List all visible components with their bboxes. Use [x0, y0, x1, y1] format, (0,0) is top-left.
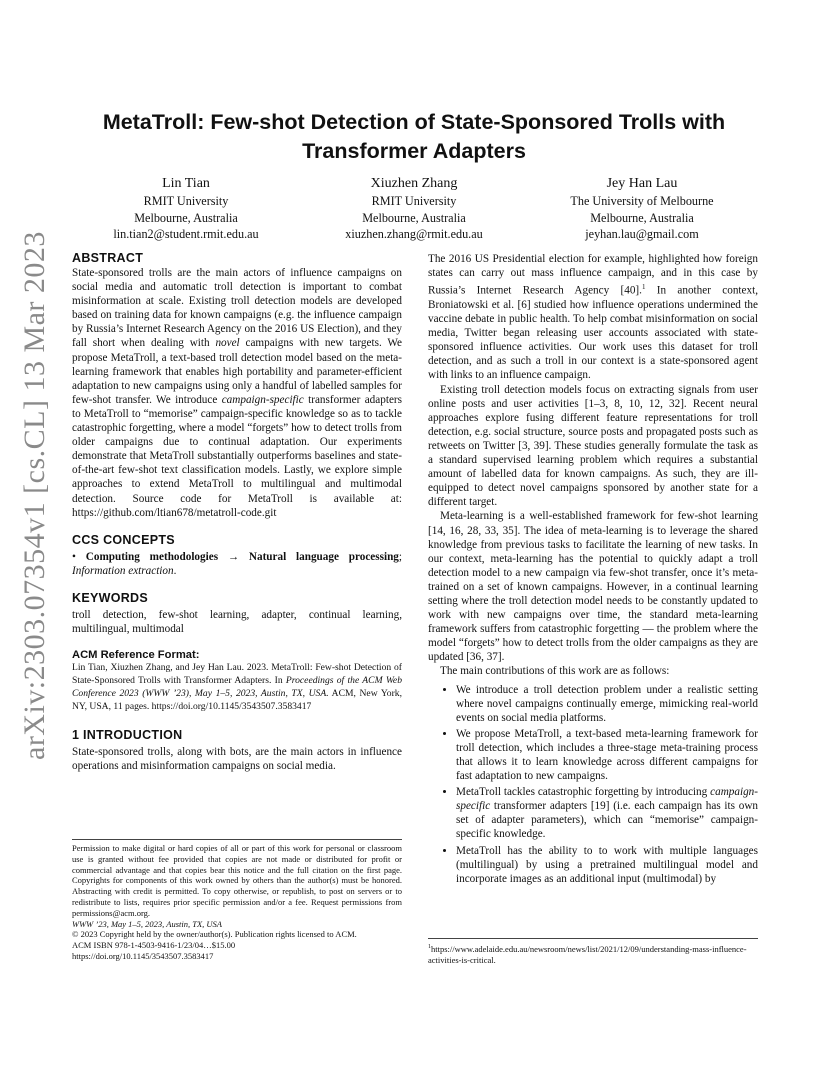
conference-line: WWW ’23, May 1–5, 2023, Austin, TX, USA	[72, 918, 222, 929]
doi-line: https://doi.org/10.1145/3543507.3583417	[72, 950, 214, 961]
author-affiliation: The University of Melbourne	[570, 194, 714, 208]
keywords-heading: KEYWORDS	[72, 590, 149, 605]
footnote-text: $^1$https://www.adelaide.edu.au/newsroom/news/list/2021/12/09/understanding-mass-influence-activities-is-critical.	[428, 943, 747, 965]
author-location: Melbourne, Australia	[362, 210, 466, 225]
ccs-heading: CCS CONCEPTS	[72, 532, 175, 547]
permission-notice	[72, 839, 402, 962]
introduction-paragraph: State-sponsored trolls, along with bots, are the main actors in influence operations and misinformation campaigns on social media.	[72, 746, 402, 773]
author-3	[528, 174, 756, 243]
author-email: lin.tian2@student.rmit.edu.au	[113, 227, 259, 241]
author-affiliation: RMIT University	[371, 194, 457, 208]
footnote	[428, 938, 758, 966]
arxiv-identifier: arXiv:2303.07354v1 [cs.CL] 13 Mar 2023	[18, 231, 51, 760]
author-name: Xiuzhen Zhang	[370, 176, 458, 191]
author-name: Lin Tian	[162, 176, 210, 191]
author-location: Melbourne, Australia	[134, 210, 238, 225]
intro-paragraph-1: The 2016 US Presidential election for example, highlighted how foreign states can carry out mass influence campaign, and in this case by Russia’s Internet Research Agency [40].$^1$ In another context, Broniatowski et al. [6] studied how influence operations undermined the vaccine debate in public health. To help combat misinformation on social media, Twitter began releasing user accounts associated with state-sponsored influence activities. Our work uses this dataset for troll detection, and as such a troll in our context is a state-sponsored agent with links to an influence campaign.	[428, 253, 758, 382]
author-location: Melbourne, Australia	[590, 210, 694, 225]
author-block	[72, 174, 756, 243]
ccs-text: • Computing methodologies → Natural language processing; Information extraction.	[72, 550, 403, 577]
abstract-text: State-sponsored trolls are the main actors of influence campaigns on social media and automatic troll detection is important to combat misinformation at scale. Existing troll detection models are developed based on training data for known campaigns (e.g. the influence campaign by Russia’s Internet Research Agency on the 2016 US Election), and they fall short when dealing with novel campaigns with new targets. We propose MetaTroll, a text-based troll detection model based on the meta-learning framework that enables high portability and parameter-efficient adaptation to new campaigns using only a handful of labelled samples for few-shot transfer. We introduce campaign-specific transformer adapters to MetaTroll to “memorise” campaign-specific knowledge so as to tackle catastrophic forgetting, where a model “forgets” how to detect trolls from older campaigns due to continual adaptation. Our experiments demonstrate that MetaTroll substantially outperforms baselines and state-of-the-art few-shot text classification models. Lastly, we explore simple approaches to extend MetaTroll to multilingual and multimodal detection. Source code for MetaTroll is available at: https://github.com/ltian678/metatroll-code.git	[72, 267, 402, 519]
intro-paragraph-3: Meta-learning is a well-established framework for few-shot learning [14, 16, 28, 33, 35]. The idea of meta-learning is to leverage the shared knowledge from previous tasks to facilitate the learning of new tasks. In our context, meta-learning has the potential to quickly adapt a troll detection model to a new campaign via few-shot transfer, once it’s meta-trained on a set of known campaigns. However, in a continual learning setting where the troll detection model needs to be constantly updated to work with new campaigns over time, the standard meta-learning framework suffers from catastrophic forgetting — the problem where the model “forgets” how to detect trolls from the older campaigns as they are updated [36, 37].	[428, 510, 758, 664]
permission-text: Permission to make digital or hard copies of all or part of this work for personal or classroom use is granted without fee provided that copies are not made or distributed for profit or commercial advantage and that copies bear this notice and the full citation on the first page. Copyrights for components of this work owned by others than the author(s) must be honored. Abstracting with credit is permitted. To copy otherwise, or republish, to post on servers or to redistribute to lists, requires prior specific permission and/or a fee. Request permissions from permissions@acm.org.	[72, 843, 402, 918]
paper-title: MetaTroll: Few-shot Detection of State-Sponsored Trolls with Transformer Adapters	[102, 110, 726, 163]
keywords-text: troll detection, few-shot learning, adapter, continual learning, multilingual, multimodal	[72, 608, 402, 635]
introduction-heading: 1 INTRODUCTION	[72, 728, 183, 743]
author-name: Jey Han Lau	[606, 176, 678, 191]
author-email: jeyhan.lau@gmail.com	[585, 227, 699, 241]
acm-reference-heading: ACM Reference Format:	[72, 649, 200, 662]
author-email: xiuzhen.zhang@rmit.edu.au	[345, 227, 483, 241]
abstract-heading: ABSTRACT	[72, 251, 144, 265]
contribution-item: • MetaTroll tackles catastrophic forgetting by introducing campaign-specific transformer adapters [19] (i.e. each campaign has its own set of adapter parameters), which can “memorise” campaign-specific knowledge.	[456, 785, 758, 841]
contribution-item: • We introduce a troll detection problem under a realistic setting where novel campaigns continually emerge, mimicking real-world events on social media platforms.	[456, 683, 758, 725]
left-column	[72, 250, 402, 774]
intro-paragraph-2: Existing troll detection models focus on extracting signals from user online posts and user activities [1–3, 8, 10, 12, 32]. Recent neural approaches explore fusing different feature representations for troll detection, e.g. social structure, source posts and propagated posts such as retweets on Twitter [3, 39]. These studies generally formulate the task as a standard supervised learning problem which requires a substantial amount of labelled data for known campaigns. As such, they are ill-equipped to detect novel campaigns sponsored by another state for a different target.	[428, 383, 758, 509]
isbn-line: ACM ISBN 978-1-4503-9416-1/23/04…$15.00	[72, 940, 236, 951]
author-1	[72, 174, 300, 243]
contributions-list	[428, 683, 758, 886]
copyright-line: © 2023 Copyright held by the owner/author(s). Publication rights licensed to ACM.	[72, 929, 357, 940]
author-2	[300, 174, 528, 243]
acm-reference-text: Lin Tian, Xiuzhen Zhang, and Jey Han Lau. 2023. MetaTroll: Few-shot Detection of State-Sponsored Trolls with Transformer Adapters. In Proceedings of the ACM Web Conference 2023 (WWW ’23), May 1–5, 2023, Austin, TX, USA. ACM, New York, NY, USA, 11 pages. https://doi.org/10.1145/3543507.3583417	[72, 662, 402, 712]
right-column	[428, 252, 758, 888]
contribution-item: • We propose MetaTroll, a text-based meta-learning framework for troll detection, which includes a three-stage meta-training process that allows it to learn knowledge across different campaigns for fast adaptation to new campaigns.	[456, 727, 758, 783]
author-affiliation: RMIT University	[143, 194, 229, 208]
intro-paragraph-4: The main contributions of this work are as follows:	[440, 665, 670, 678]
contribution-item: • MetaTroll has the ability to to work with multiple languages (multilingual) by using a pretrained multilingual model and incorporate images as an additional input (multimodal) by	[456, 844, 758, 886]
